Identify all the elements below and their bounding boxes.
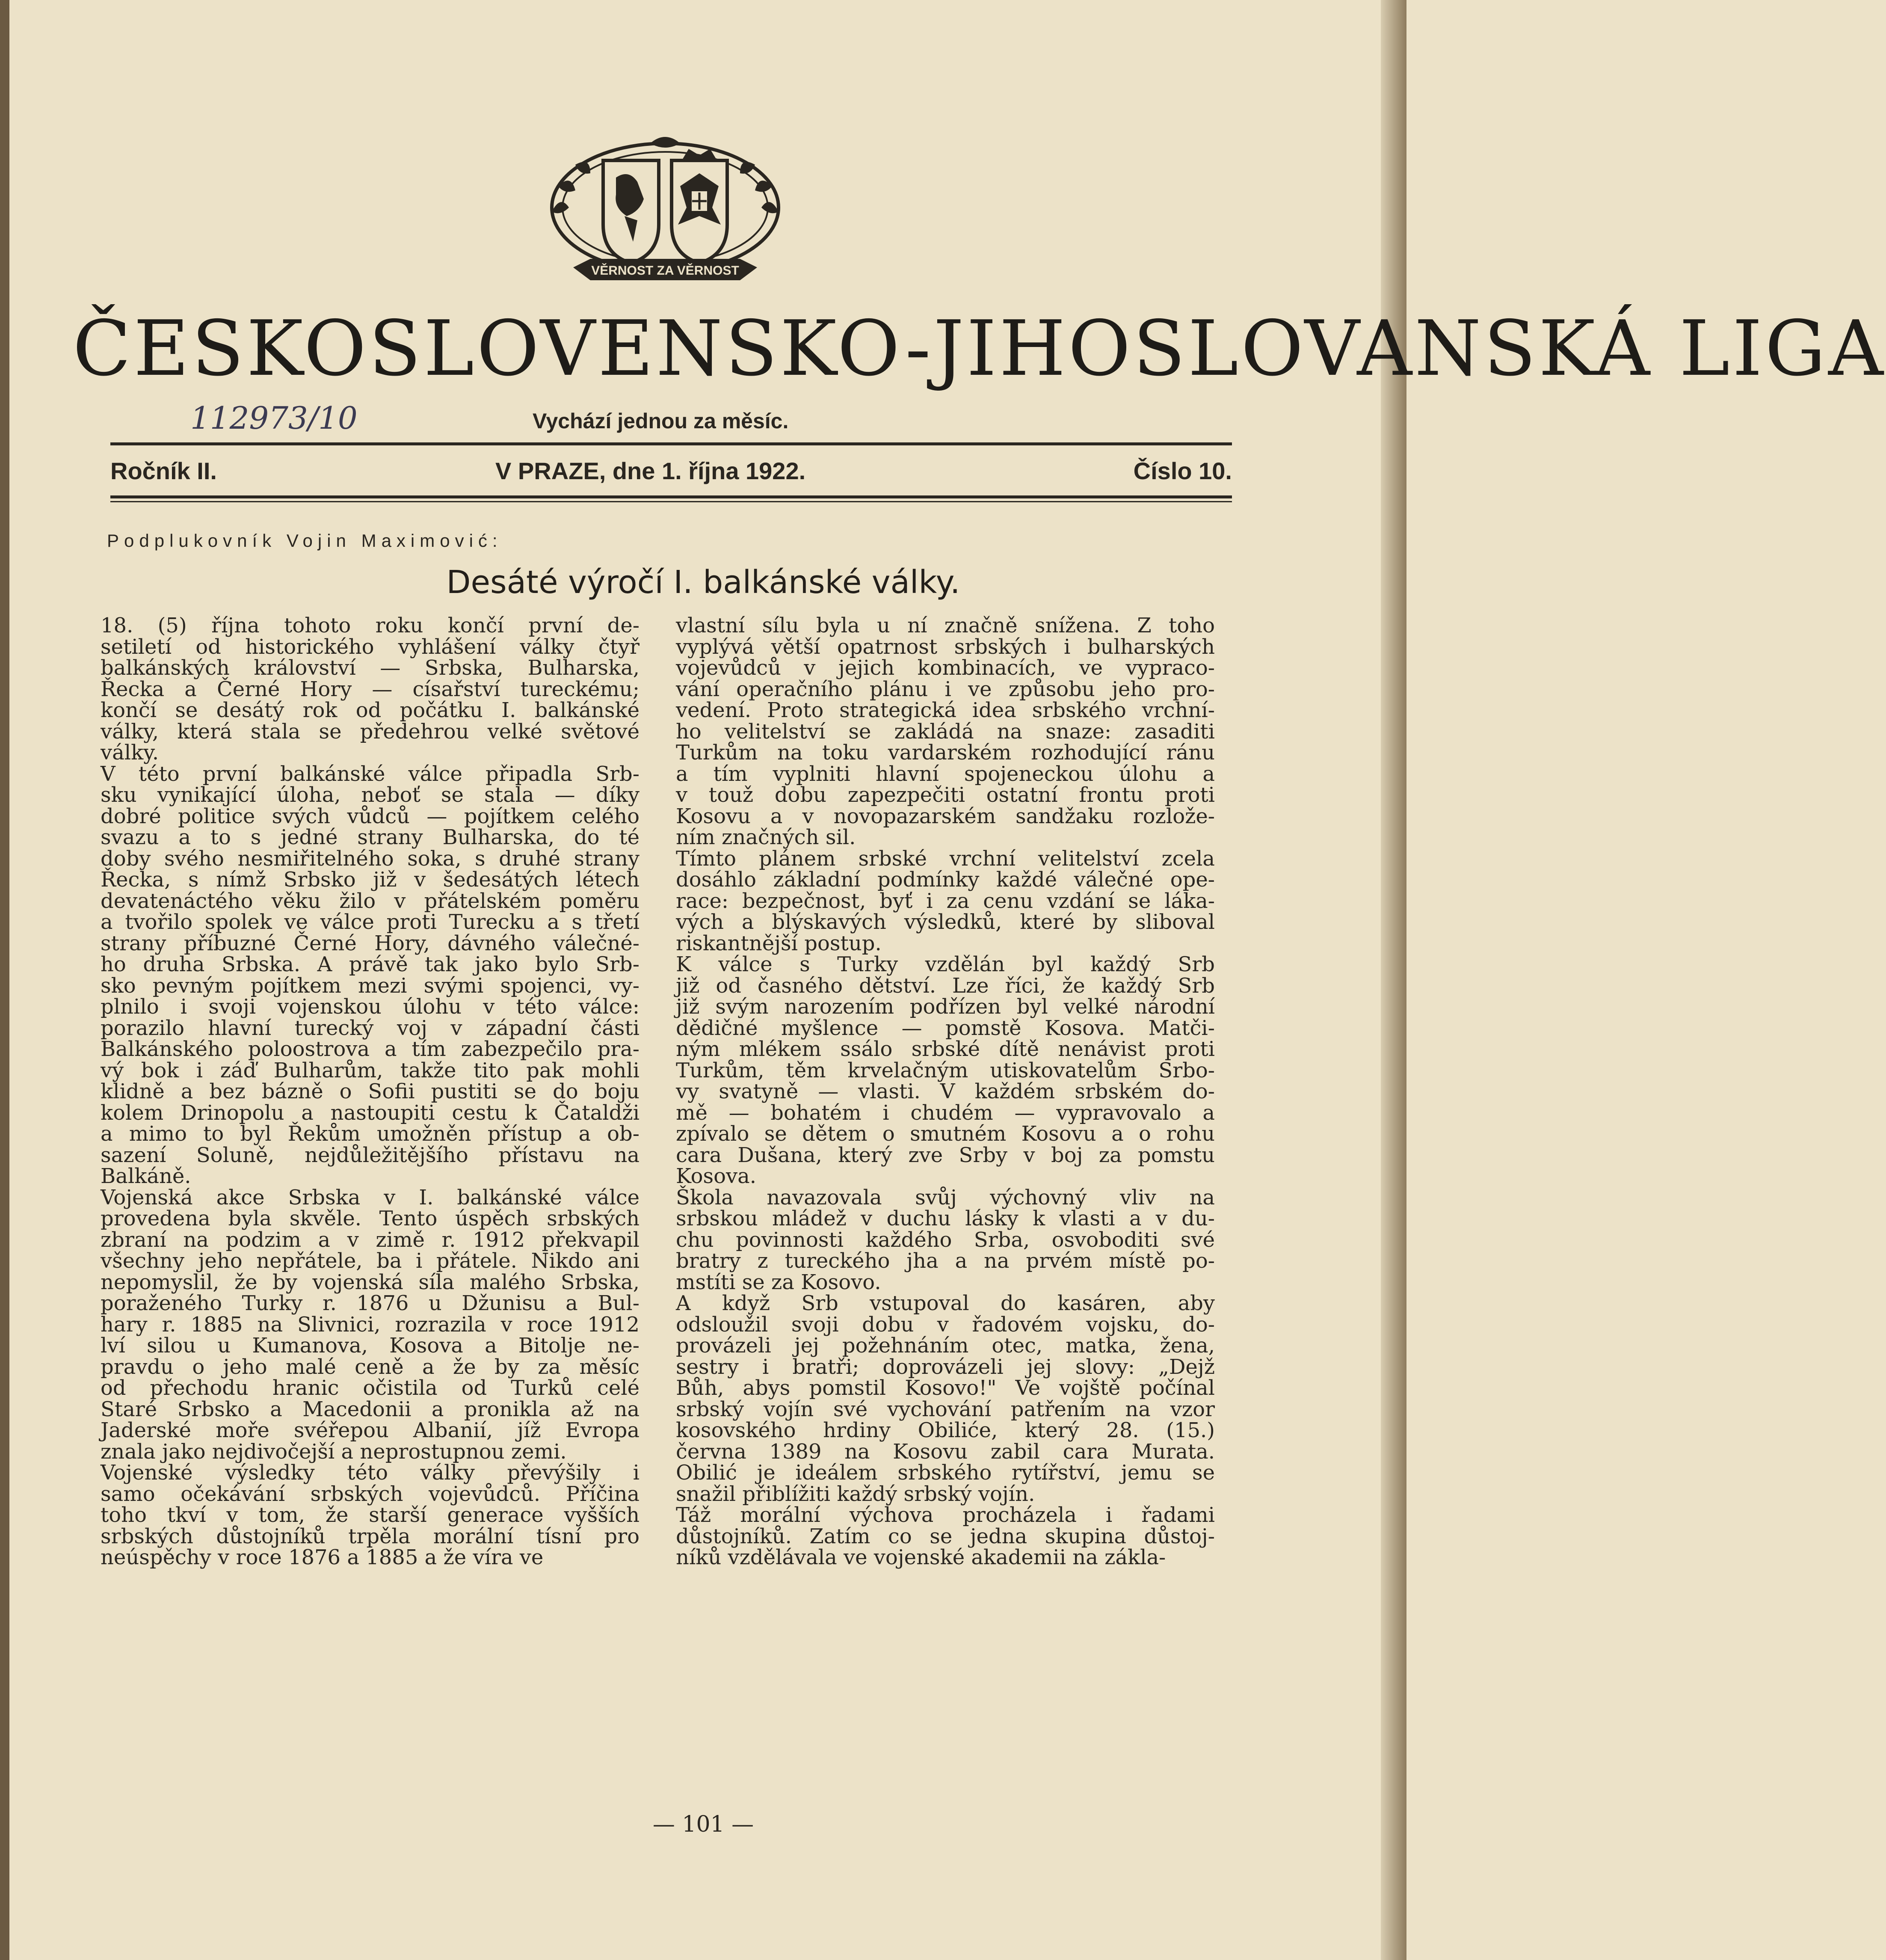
text-line: končí se desátý rok od počátku I. balkánské <box>101 698 640 722</box>
text-line: Kosovu a v novopazarském sandžaku rozlože- <box>676 804 1215 828</box>
text-line: strany příbuzné Černé Hory, dávného válečné- <box>101 931 640 955</box>
text-line: a tím vyplniti hlavní spojeneckou úlohu a <box>676 762 1215 786</box>
text-line: v touž dobu zapezpečiti ostatní frontu proti <box>676 783 1215 807</box>
text-line: od přechodu hranic očistila od Turků celé <box>101 1376 640 1400</box>
text-line: Vojenská akce Srbska v I. balkánské válce <box>101 1185 640 1210</box>
text-line: pravdu o jeho malé ceně a že by za měsíc <box>101 1355 640 1379</box>
text-line: plnilo i svoji vojenskou úlohu v této válce: <box>101 995 640 1019</box>
text-line: lví silou u Kumanova, Kosova a Bitolje ne- <box>101 1334 640 1358</box>
text-line: balkánských království — Srbska, Bulharska, <box>101 656 640 680</box>
text-line: sko pevným pojítkem mezi svými spojenci, vy- <box>101 973 640 998</box>
text-line: války, která stala se předehrou velké světové <box>101 719 640 744</box>
text-line: hary r. 1885 na Slivnici, rozrazila v roce 1912 <box>101 1312 640 1337</box>
text-line: června 1389 na Kosovu zabil cara Murata. <box>676 1439 1215 1464</box>
text-line: Staré Srbsko a Macedonii a pronikla až na <box>101 1397 640 1421</box>
text-line: dobré politice svých vůdců — pojítkem celého <box>101 804 640 828</box>
rule-top <box>110 442 1232 445</box>
text-line: V této první balkánské válce připadla Srb- <box>101 762 640 786</box>
text-line: vlastní sílu byla u ní značně snížena. Z toho <box>676 614 1215 638</box>
text-line: mstíti se za Kosovo. <box>676 1270 881 1294</box>
text-line: setiletí od historického vyhlášení války čtyř <box>101 635 640 659</box>
text-line: mě — bohatém i chudém — vypravovalo a <box>676 1100 1215 1125</box>
text-line: sku vynikající úloha, neboť se stala — díky <box>101 783 640 807</box>
publication-frequency: Vychází jednou za měsíc. <box>533 409 789 433</box>
text-line: války. <box>101 741 159 765</box>
text-line: srbský vojín své vychování patřením na vzor <box>676 1397 1215 1421</box>
text-line: zbraní na podzim a v zimě r. 1912 překvapil <box>101 1228 640 1252</box>
text-line: srbskou mládež v duchu lásky k vlasti a v du- <box>676 1207 1215 1231</box>
text-line: nepomyslil, že by vojenská síla malého Srbska, <box>101 1270 640 1294</box>
text-line: svazu a to s jedné strany Bulharska, do té <box>101 825 640 849</box>
text-line: provedena byla skvěle. Tento úspěch srbských <box>101 1207 640 1231</box>
text-line: Vojenské výsledky této války převýšily i <box>101 1461 640 1485</box>
column-left <box>101 615 640 1569</box>
text-line: vyplývá větší opatrnost srbských i bulharských <box>676 635 1215 659</box>
text-line: 18. (5) října tohoto roku končí první de- <box>101 614 640 638</box>
page-number: — 101 — <box>652 1812 754 1837</box>
text-line: Táž morální výchova procházela i řadami <box>676 1503 1215 1527</box>
issue-info <box>110 457 1232 487</box>
text-line: provázeli jej požehnáním otec, matka, žena, <box>676 1334 1215 1358</box>
text-line: chu povinnosti každého Srba, osvoboditi své <box>676 1228 1215 1252</box>
text-line: Balkáně. <box>101 1164 191 1188</box>
masthead-title: ČESKOSLOVENSKO-JIHOSLOVANSKÁ LIGA <box>73 304 1886 393</box>
text-line: ným mlékem ssálo srbské dítě nenávist proti <box>676 1037 1215 1061</box>
text-line: neúspěchy v roce 1876 a 1885 a že víra ve <box>101 1545 544 1569</box>
article-byline: Podplukovník Vojin Maximović: <box>107 531 503 551</box>
text-line: ho velitelství se zakládá na snaze: zasaditi <box>676 719 1215 744</box>
text-line: ním značných sil. <box>676 825 856 849</box>
text-line: sestry i bratři; doprovázeli jej slovy: „Dejž <box>676 1355 1215 1379</box>
emblem-logo <box>535 126 796 306</box>
text-line: Řecka, s nímž Srbsko již v šedesátých létech <box>101 868 640 892</box>
volume: Ročník II. <box>110 457 217 484</box>
text-line: ho druha Srbska. A právě tak jako bylo Srb- <box>101 952 640 976</box>
text-line: Obilić je ideálem srbského rytířství, jemu se <box>676 1461 1215 1485</box>
text-line: Balkánského poloostrova a tím zabezpečilo pra- <box>101 1037 640 1061</box>
text-line: již svým narozením podřízen byl velké národní <box>676 995 1215 1019</box>
emblem-motto: VĚRNOST ZA VĚRNOST <box>591 264 739 278</box>
text-line: a mimo to byl Řekům umožněn přístup a ob- <box>101 1122 640 1146</box>
article-title: Desáté výročí I. balkánské války. <box>446 564 960 601</box>
text-line: níků vzdělávala ve vojenské akademii na zákla- <box>676 1545 1166 1569</box>
text-line: porazilo hlavní turecký voj v západní části <box>101 1016 640 1040</box>
text-line: zpívalo se dětem o smutném Kosovu a o rohu <box>676 1122 1215 1146</box>
text-line: vání operačního plánu i ve způsobu jeho pro- <box>676 677 1215 701</box>
text-line: dosáhlo základní podmínky každé válečné ope- <box>676 868 1215 892</box>
text-line: kosovského hrdiny Obiliće, který 28. (15.) <box>676 1418 1215 1442</box>
handwritten-number: 112973/10 <box>190 400 358 436</box>
text-line: Turkům na toku vardarském rozhodující ránu <box>676 741 1215 765</box>
text-line: odsloužil svoji dobu v řadovém vojsku, do- <box>676 1312 1215 1337</box>
text-line: srbských důstojníků trpěla morální tísní pro <box>101 1524 640 1548</box>
text-line: vojevůdců v jejich kombinacích, ve vypraco- <box>676 656 1215 680</box>
text-line: toho tkví v tom, že starší generace vyšších <box>101 1503 640 1527</box>
text-line: Škola navazovala svůj výchovný vliv na <box>676 1185 1215 1210</box>
text-line: Řecka a Černé Hory — císařství tureckému; <box>101 677 640 701</box>
text-line: dědičné myšlence — pomstě Kosova. Matči- <box>676 1016 1215 1040</box>
text-line: důstojníků. Zatím co se jedna skupina důstoj- <box>676 1524 1215 1548</box>
text-line: znala jako nejdivočejší a neprostupnou zemi. <box>101 1439 567 1464</box>
text-line: vých a blýskavých výsledků, které by sliboval <box>676 910 1215 934</box>
text-line: Turkům, těm krvelačným utiskovatelům Srbo- <box>676 1058 1215 1082</box>
text-line: bratry z tureckého jha a na prvém místě po- <box>676 1249 1215 1273</box>
issue-number: Číslo 10. <box>1133 457 1232 484</box>
text-line: všechny jeho nepřátele, ba i přátele. Nikdo ani <box>101 1249 640 1273</box>
rule-bottom-thin <box>110 501 1232 502</box>
text-line: kolem Drinopolu a nastoupiti cestu k Čataldži <box>101 1100 640 1125</box>
text-line: Tímto plánem srbské vrchní velitelství zcela <box>676 846 1215 871</box>
text-line: K válce s Turky vzdělán byl každý Srb <box>676 952 1215 976</box>
text-line: A když Srb vstupoval do kasáren, aby <box>676 1291 1215 1315</box>
text-line: Bůh, abys pomstil Kosovo!" Ve vojště počínal <box>676 1376 1215 1400</box>
text-line: samo očekávání srbských vojevůdců. Příčina <box>101 1482 640 1506</box>
text-line: již od časného dětství. Lze říci, že každý Srb <box>676 973 1215 998</box>
text-line: Kosova. <box>676 1164 756 1188</box>
text-line: Jaderské moře svéřepou Albanií, jíž Evropa <box>101 1418 640 1442</box>
text-line: snažil přiblížiti každý srbský vojín. <box>676 1482 1035 1506</box>
text-line: doby svého nesmiřitelného soka, s druhé strany <box>101 846 640 871</box>
text-line: a tvořilo spolek ve válce proti Turecku a s třetí <box>101 910 640 934</box>
column-right <box>676 615 1215 1569</box>
text-line: klidně a bez bázně o Sofii pustiti se do boju <box>101 1079 640 1103</box>
text-line: poraženého Turky r. 1876 u Džunisu a Bul- <box>101 1291 640 1315</box>
place-date: V PRAZE, dne 1. října 1922. <box>495 457 806 484</box>
rule-bottom <box>110 495 1232 498</box>
text-line: cara Dušana, který zve Srby v boj za pomstu <box>676 1143 1215 1167</box>
text-line: riskantnější postup. <box>676 931 882 955</box>
text-line: vý bok i záď Bulharům, takže tito pak mohli <box>101 1058 640 1082</box>
text-line: sazení Soluně, nejdůležitějšího přístavu na <box>101 1143 640 1167</box>
text-line: vedení. Proto strategická idea srbského vrchní- <box>676 698 1215 722</box>
text-line: vy svatyně — vlasti. V každém srbském do- <box>676 1079 1215 1103</box>
text-line: race: bezpečnost, byť i za cenu vzdání se láka- <box>676 889 1215 913</box>
text-line: devatenáctého věku žilo v přátelském poměru <box>101 889 640 913</box>
